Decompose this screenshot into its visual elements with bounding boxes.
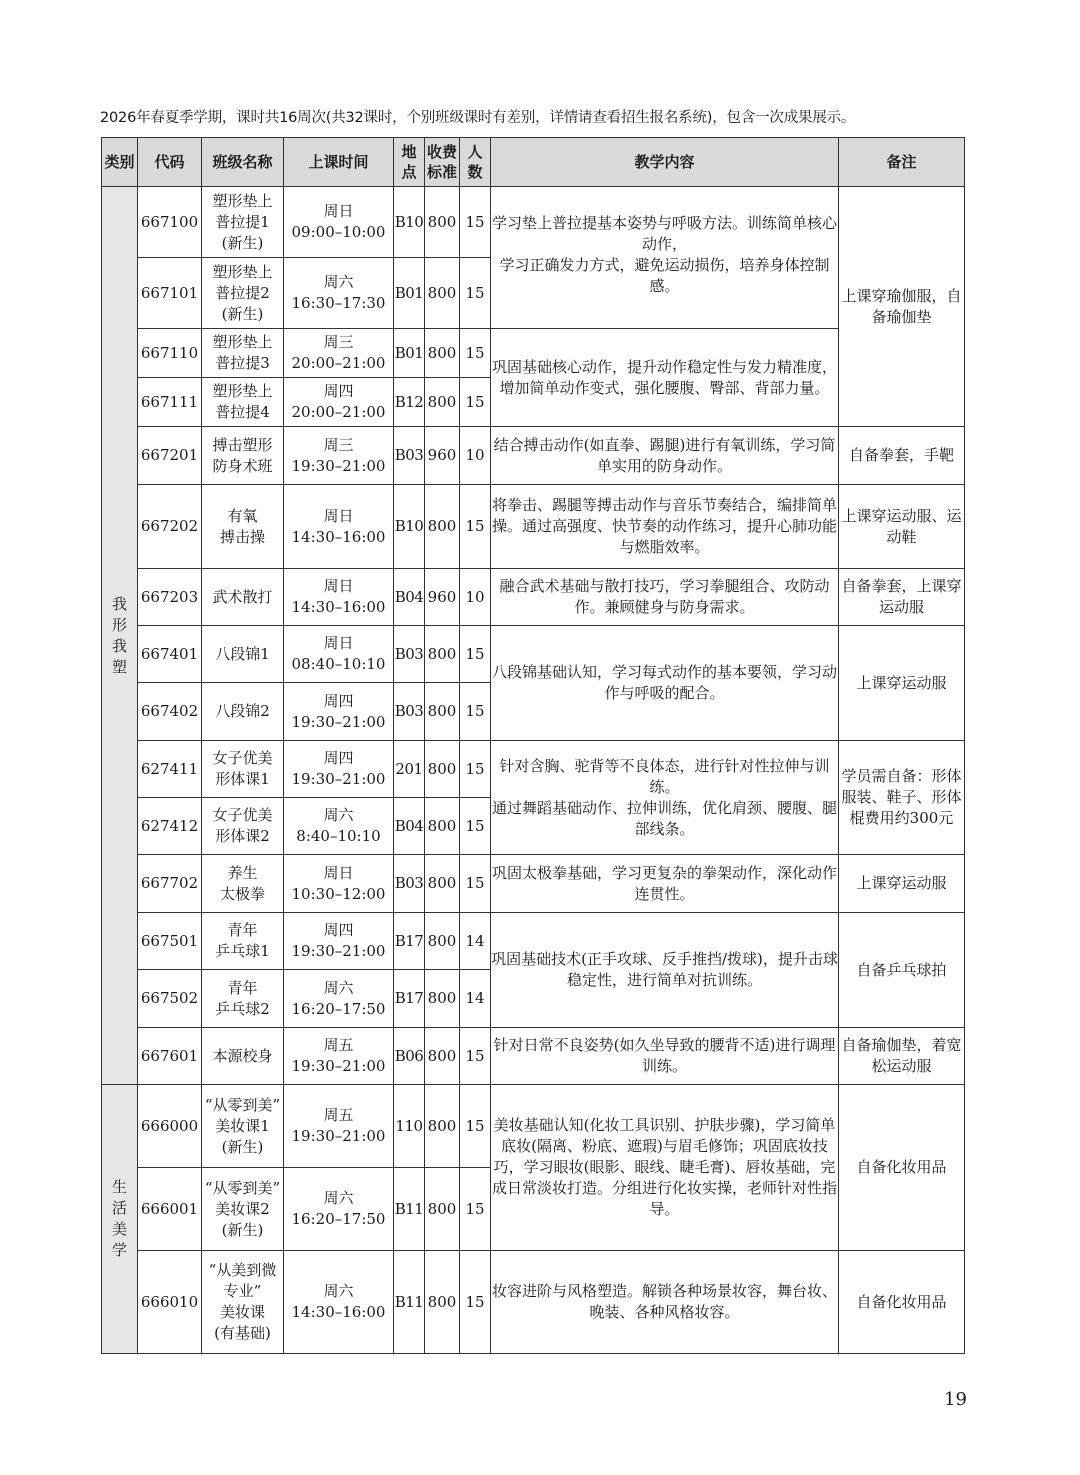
course-name: “从零到美” 美妆课1 (新生) [202,1085,284,1168]
course-code: 667402 [138,683,202,741]
course-fee: 800 [425,1028,460,1085]
course-content: 将拳击、踢腿等搏击动作与音乐节奏结合，编排简单操。通过高强度、快节奏的动作练习，提升心肺功能与燃脂效率。 [491,485,839,569]
course-place: B17 [394,913,425,970]
course-content: 结合搏击动作(如直拳、踢腿)进行有氧训练，学习简单实用的防身动作。 [491,427,839,485]
course-time: 周六 16:30–17:30 [284,258,394,329]
course-place: B01 [394,258,425,329]
course-code: 667202 [138,485,202,569]
course-name: 养生 太极拳 [202,855,284,913]
course-name: 女子优美 形体课1 [202,741,284,798]
course-code: 627411 [138,741,202,798]
course-note: 上课穿运动服 [839,855,965,913]
course-content: 八段锦基础认知，学习每式动作的基本要领，学习动作与呼吸的配合。 [491,626,839,741]
course-name: 有氧 搏击操 [202,485,284,569]
course-fee: 960 [425,427,460,485]
course-time: 周日 10:30–12:00 [284,855,394,913]
table-row [102,329,965,378]
course-fee: 800 [425,913,460,970]
course-count: 15 [460,485,491,569]
course-note: 自备拳套，手靶 [839,427,965,485]
course-note: 自备乒乓球拍 [839,913,965,1028]
course-name: 塑形垫上 普拉提3 [202,329,284,378]
course-time: 周日 14:30–16:00 [284,569,394,626]
course-count: 15 [460,741,491,798]
course-place: B04 [394,798,425,855]
course-content: 巩固太极拳基础，学习更复杂的拳架动作，深化动作连贯性。 [491,855,839,913]
course-time: 周五 19:30–21:00 [284,1085,394,1168]
course-schedule-table [101,137,965,1354]
course-name: 八段锦1 [202,626,284,683]
course-code: 667201 [138,427,202,485]
course-code: 667110 [138,329,202,378]
course-content: 融合武术基础与散打技巧，学习拳腿组合、攻防动作。兼顾健身与防身需求。 [491,569,839,626]
course-count: 10 [460,427,491,485]
course-name: 八段锦2 [202,683,284,741]
course-place: B03 [394,683,425,741]
header-place: 地 点 [394,138,425,187]
course-fee: 800 [425,1168,460,1251]
course-content: 美妆基础认知(化妆工具识别、护肤步骤)，学习简单底妆(隔离、粉底、遮瑕)与眉毛修饰；巩固底妆技巧，学习眼妆(眼影、眼线、睫毛膏)、唇妆基础，完成日常淡妆打造。分组进行化妆实操，老师针对性指导。 [491,1085,839,1251]
course-time: 周五 19:30–21:00 [284,1028,394,1085]
course-fee: 800 [425,741,460,798]
course-code: 666001 [138,1168,202,1251]
course-count: 15 [460,683,491,741]
course-code: 667101 [138,258,202,329]
table-row [102,569,965,626]
course-place: B10 [394,187,425,258]
course-code: 667401 [138,626,202,683]
course-content: 学习垫上普拉提基本姿势与呼吸方法。训练简单核心动作， 学习正确发力方式，避免运动损伤，培养身体控制感。 [491,187,839,329]
course-note: 自备化妆用品 [839,1085,965,1251]
course-count: 15 [460,187,491,258]
course-place: 201 [394,741,425,798]
course-note: 上课穿运动服、运动鞋 [839,485,965,569]
course-content: 巩固基础核心动作，提升动作稳定性与发力精准度，增加简单动作变式，强化腰腹、臀部、背部力量。 [491,329,839,427]
course-count: 15 [460,1251,491,1354]
course-count: 15 [460,1168,491,1251]
course-time: 周三 19:30–21:00 [284,427,394,485]
course-count: 15 [460,1085,491,1168]
table-row [102,1028,965,1085]
course-name: 本源校身 [202,1028,284,1085]
table-row [102,913,965,970]
course-name: 武术散打 [202,569,284,626]
course-place: B11 [394,1251,425,1354]
course-count: 15 [460,626,491,683]
header-count: 人 数 [460,138,491,187]
course-time: 周六 16:20–17:50 [284,970,394,1028]
course-place: B03 [394,855,425,913]
course-name: 塑形垫上 普拉提2 (新生) [202,258,284,329]
course-time: 周四 19:30–21:00 [284,913,394,970]
course-fee: 800 [425,258,460,329]
table-row [102,1251,965,1354]
course-name: 塑形垫上 普拉提1 (新生) [202,187,284,258]
course-code: 667111 [138,378,202,427]
course-code: 667100 [138,187,202,258]
table-row [102,485,965,569]
course-time: 周四 19:30–21:00 [284,741,394,798]
course-count: 15 [460,855,491,913]
course-name: 搏击塑形 防身术班 [202,427,284,485]
course-fee: 800 [425,378,460,427]
course-count: 14 [460,970,491,1028]
course-name: 女子优美 形体课2 [202,798,284,855]
course-note: 上课穿瑜伽服，自备瑜伽垫 [839,187,965,427]
course-time: 周六 8:40–10:10 [284,798,394,855]
course-code: 667501 [138,913,202,970]
course-fee: 800 [425,798,460,855]
header-time: 上课时间 [284,138,394,187]
course-note: 自备拳套，上课穿运动服 [839,569,965,626]
course-note: 上课穿运动服 [839,626,965,741]
course-place: B03 [394,427,425,485]
table-row [102,741,965,798]
course-place: B10 [394,485,425,569]
course-count: 14 [460,913,491,970]
course-name: “从零到美” 美妆课2 (新生) [202,1168,284,1251]
table-row [102,187,965,258]
course-code: 627412 [138,798,202,855]
course-fee: 800 [425,1085,460,1168]
category-cell: 生活美学 [102,1085,138,1354]
course-content: 巩固基础技术(正手攻球、反手推挡/拨球)，提升击球稳定性，进行简单对抗训练。 [491,913,839,1028]
header-name: 班级名称 [202,138,284,187]
course-count: 15 [460,329,491,378]
course-code: 667502 [138,970,202,1028]
course-time: 周四 20:00–21:00 [284,378,394,427]
course-time: 周日 09:00–10:00 [284,187,394,258]
course-content: 针对日常不良姿势(如久坐导致的腰背不适)进行调理训练。 [491,1028,839,1085]
header-code: 代码 [138,138,202,187]
course-code: 666000 [138,1085,202,1168]
course-count: 15 [460,798,491,855]
course-time: 周日 14:30–16:00 [284,485,394,569]
course-content: 针对含胸、驼背等不良体态，进行针对性拉伸与训练。 通过舞蹈基础动作、拉伸训练，优化肩颈、腰腹、腿部线条。 [491,741,839,855]
intro-text: 2026年春夏季学期，课时共16周次(共32课时，个别班级课时有差别，详情请查看招生报名系统)，包含一次成果展示。 [100,110,856,126]
course-place: B17 [394,970,425,1028]
header-note: 备注 [839,138,965,187]
page-number: 19 [944,1389,967,1410]
course-fee: 960 [425,569,460,626]
course-code: 666010 [138,1251,202,1354]
category-cell: 我形我塑 [102,187,138,1085]
course-time: 周六 14:30–16:00 [284,1251,394,1354]
course-time: 周四 19:30–21:00 [284,683,394,741]
table-row [102,427,965,485]
course-time: 周日 08:40–10:10 [284,626,394,683]
course-fee: 800 [425,485,460,569]
course-fee: 800 [425,329,460,378]
course-fee: 800 [425,855,460,913]
course-code: 667702 [138,855,202,913]
course-code: 667203 [138,569,202,626]
table-row [102,626,965,683]
course-time: 周三 20:00–21:00 [284,329,394,378]
course-place: B11 [394,1168,425,1251]
course-name: 青年 乒乓球1 [202,913,284,970]
course-fee: 800 [425,187,460,258]
table-header-row [102,138,965,187]
header-category: 类别 [102,138,138,187]
course-count: 15 [460,1028,491,1085]
course-content: 妆容进阶与风格塑造。解锁各种场景妆容，舞台妆、晚装、各种风格妆容。 [491,1251,839,1354]
course-place: 110 [394,1085,425,1168]
header-content: 教学内容 [491,138,839,187]
course-name: “从美到微 专业” 美妆课 (有基础) [202,1251,284,1354]
course-code: 667601 [138,1028,202,1085]
course-fee: 800 [425,1251,460,1354]
course-place: B03 [394,626,425,683]
course-note: 自备化妆用品 [839,1251,965,1354]
course-fee: 800 [425,683,460,741]
course-note: 学员需自备：形体服装、鞋子、形体棍费用约300元 [839,741,965,855]
table-row [102,1085,965,1168]
course-name: 塑形垫上 普拉提4 [202,378,284,427]
course-place: B04 [394,569,425,626]
course-count: 10 [460,569,491,626]
course-place: B12 [394,378,425,427]
course-place: B01 [394,329,425,378]
course-count: 15 [460,378,491,427]
course-place: B06 [394,1028,425,1085]
header-fee: 收费 标准 [425,138,460,187]
course-name: 青年 乒乓球2 [202,970,284,1028]
course-fee: 800 [425,626,460,683]
course-time: 周六 16:20–17:50 [284,1168,394,1251]
course-fee: 800 [425,970,460,1028]
course-count: 15 [460,258,491,329]
course-note: 自备瑜伽垫，着宽松运动服 [839,1028,965,1085]
table-row [102,855,965,913]
